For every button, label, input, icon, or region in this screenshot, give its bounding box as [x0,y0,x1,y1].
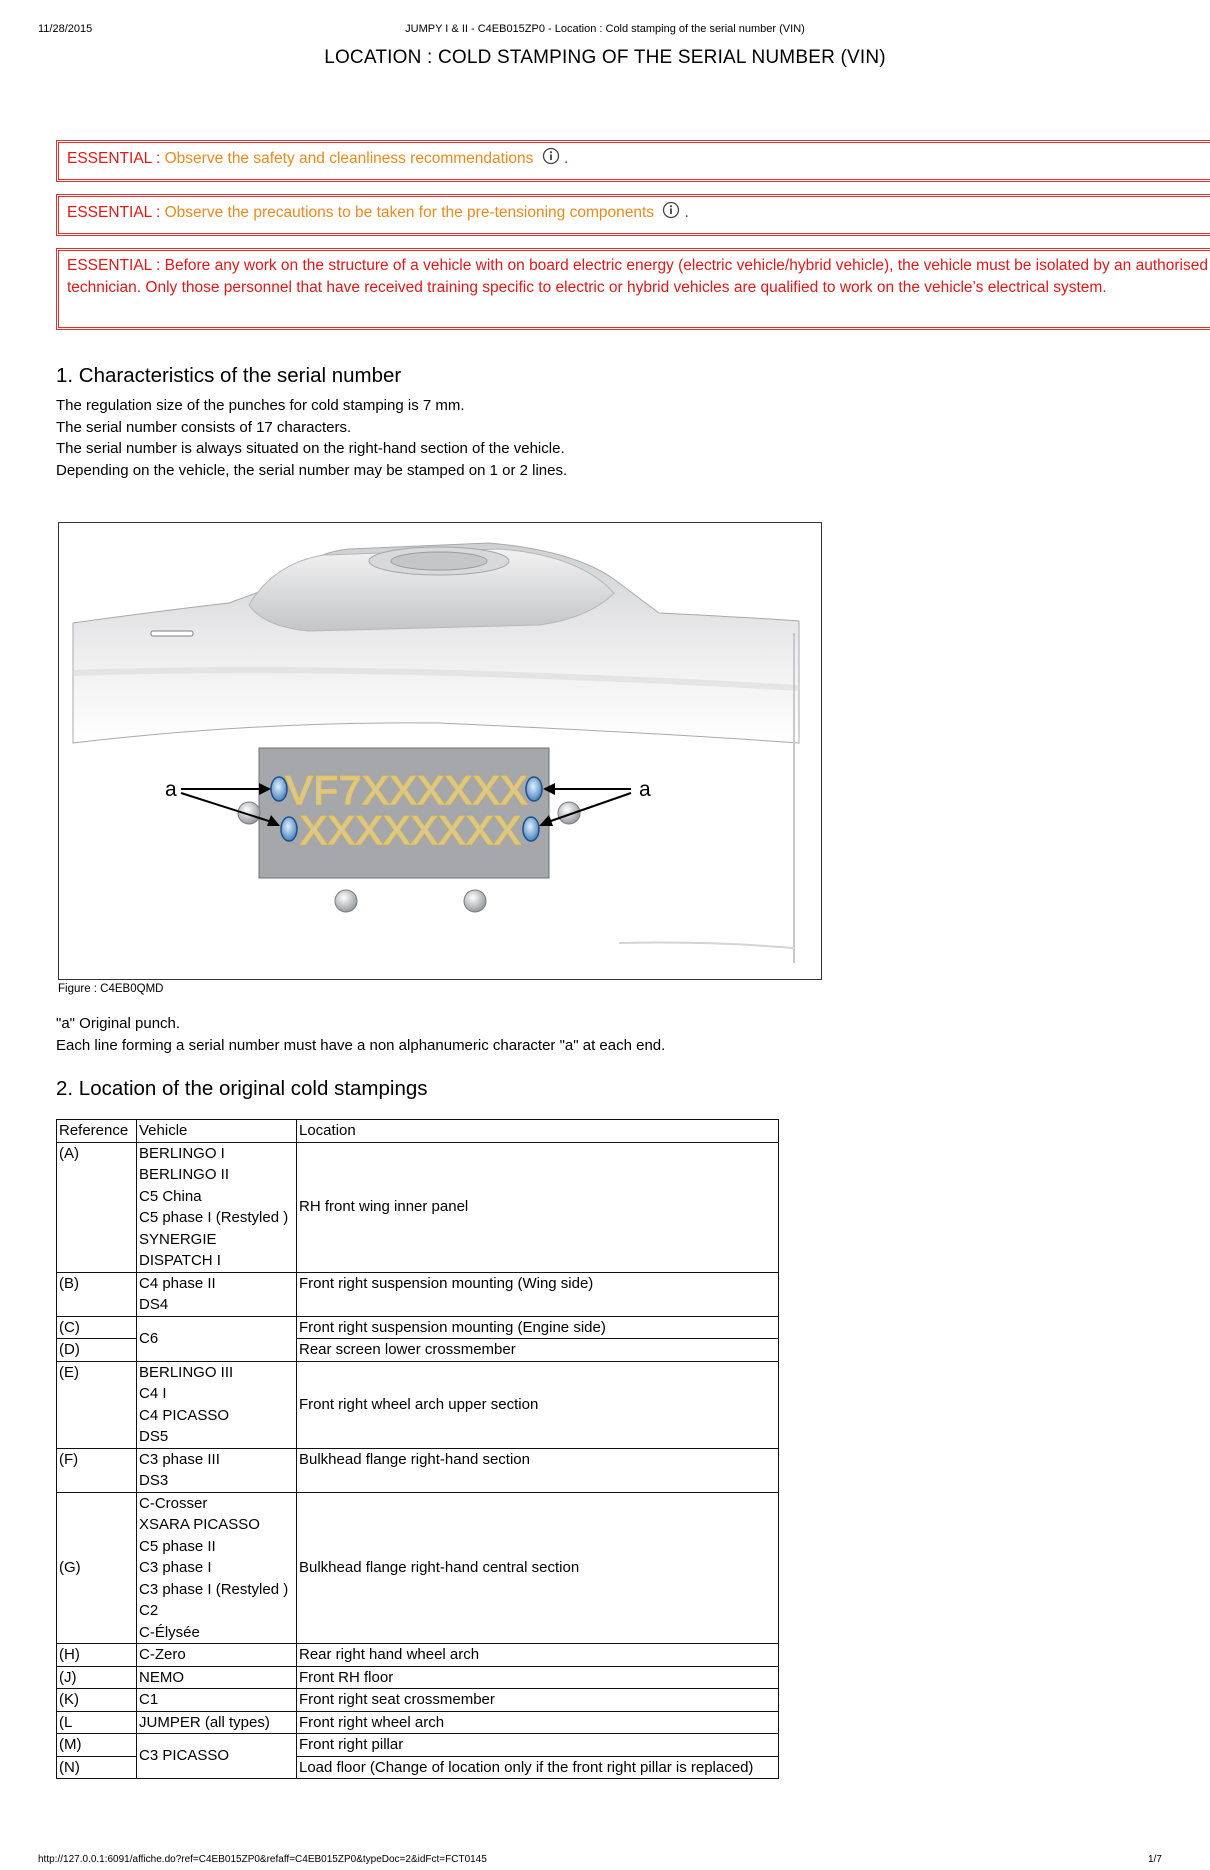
vehicle-cell: C-Zero [137,1644,297,1667]
vehicle-cell: BERLINGO I BERLINGO II C5 China C5 phase I (Restyled ) SYNERGIE DISPATCH I [137,1142,297,1272]
vin-line-2: XXXXXXXX [300,809,522,853]
original-punch-mark [271,777,287,801]
ref-cell: (F) [57,1448,137,1492]
characteristic-line: The serial number is always situated on the right-hand section of the vehicle. [56,440,565,457]
section-1-heading: 1. Characteristics of the serial number [56,364,402,387]
characteristic-line: The regulation size of the punches for cold stamping is 7 mm. [56,397,465,414]
column-header: Location [297,1120,779,1143]
ref-cell: (K) [57,1689,137,1712]
info-icon[interactable] [542,147,560,172]
original-punch-mark [523,817,539,841]
info-icon[interactable] [662,201,680,226]
characteristic-line: Depending on the vehicle, the serial number may be stamped on 1 or 2 lines. [56,461,568,479]
location-table [56,1119,779,1779]
location-cell: Front right wheel arch upper section [297,1361,779,1448]
ref-cell: (M) [57,1734,137,1757]
original-punch-mark [526,777,542,801]
location-cell: Rear screen lower crossmember [297,1339,779,1362]
essential-prefix: ESSENTIAL : [67,150,165,167]
vin-line-1: VF7XXXXXX [285,769,529,813]
essential-prefix: ESSENTIAL : [67,204,165,221]
label-a-right: a [639,778,651,801]
table-row [57,1492,779,1644]
table-row [57,1644,779,1667]
table-row [57,1272,779,1316]
print-date: 11/28/2015 [38,23,93,35]
note-line: Each line forming a serial number must have a non alphanumeric character "a" at each end. [56,1036,666,1054]
figure-caption: Figure : C4EB0QMD [58,983,164,995]
ref-cell: (J) [57,1666,137,1689]
table-row [57,1448,779,1492]
arrow-right-bottom [545,793,631,823]
location-cell: Bulkhead flange right-hand central section [297,1492,779,1644]
essential-warning-safety [56,140,1210,182]
location-cell: Front right suspension mounting (Engine side) [297,1316,779,1339]
table-row [57,1689,779,1712]
ref-cell: (E) [57,1361,137,1448]
warning-suffix: . [680,204,689,221]
location-cell: Front right suspension mounting (Wing side) [297,1272,779,1316]
vehicle-cell: C1 [137,1689,297,1712]
location-cell: Rear right hand wheel arch [297,1644,779,1667]
note-line: "a" Original punch. [56,1015,181,1032]
column-header: Reference [57,1120,137,1143]
ref-cell: (A) [57,1142,137,1272]
ref-cell: (C) [57,1316,137,1339]
vehicle-cell: NEMO [137,1666,297,1689]
table-row [57,1711,779,1734]
vin-stamping-illustration [59,523,821,979]
table-row [57,1734,779,1757]
essential-warning-pretensioning [56,194,1210,236]
vehicle-cell: C6 [137,1316,297,1361]
location-cell: Bulkhead flange right-hand section [297,1448,779,1492]
characteristic-line: The serial number consists of 17 characters. [56,418,352,436]
safety-recommendations-link[interactable]: Observe the safety and cleanliness recommendations [164,150,534,167]
vehicle-cell: BERLINGO III C4 I C4 PICASSO DS5 [137,1361,297,1448]
table-row [57,1666,779,1689]
vehicle-cell: C3 phase III DS3 [137,1448,297,1492]
location-cell: Front right seat crossmember [297,1689,779,1712]
table-row [57,1361,779,1448]
vehicle-cell: C3 PICASSO [137,1734,297,1779]
ref-cell: (N) [57,1756,137,1779]
table-row [57,1316,779,1339]
footer-url: http://127.0.0.1:6091/affiche.do?ref=C4EB015ZP0&refaff=C4EB015ZP0&typeDoc=2&idFct=FCT0145 [38,1854,487,1865]
figure-notes [56,1013,665,1056]
location-cell: Front right pillar [297,1734,779,1757]
essential-warning-electric [56,248,1210,330]
ref-cell: (H) [57,1644,137,1667]
location-cell: Front RH floor [297,1666,779,1689]
document-header-title: JUMPY I & II - C4EB015ZP0 - Location : Cold stamping of the serial number (VIN) [405,23,805,35]
ref-cell: (D) [57,1339,137,1362]
ref-cell: (G) [57,1492,137,1644]
page-title: LOCATION : COLD STAMPING OF THE SERIAL NUMBER (VIN) [324,47,886,68]
warning-suffix: . [559,150,569,167]
table-header-row [57,1120,779,1143]
location-cell: RH front wing inner panel [297,1142,779,1272]
vehicle-cell: C-Crosser XSARA PICASSO C5 phase II C3 phase I C3 phase I (Restyled ) C2 C-Élysée [137,1492,297,1644]
location-cell: Load floor (Change of location only if the front right pillar is replaced) [297,1756,779,1779]
vehicle-cell: C4 phase II DS4 [137,1272,297,1316]
label-a-left: a [165,778,177,801]
ref-cell: (L [57,1711,137,1734]
footer-page-number: 1/7 [1148,1854,1162,1865]
vehicle-cell: JUMPER (all types) [137,1711,297,1734]
ref-cell: (B) [57,1272,137,1316]
location-cell: Front right wheel arch [297,1711,779,1734]
electric-warning-text: ESSENTIAL : Before any work on the structure of a vehicle with on board electric energy (electric vehicle/hybrid vehicle), the vehicle must be isolated by an authorised technician. Only those personnel that have received training specific to electric or hybrid vehicles are qualified to work on the vehicle’s electrical system. [67,257,1208,296]
pretensioning-precautions-link[interactable]: Observe the precautions to be taken for the pre-tensioning components [164,204,655,221]
vin-stamping-figure [58,522,822,980]
section-2-heading: 2. Location of the original cold stampings [56,1077,428,1100]
table-row [57,1142,779,1272]
characteristics-list [56,395,567,481]
column-header: Vehicle [137,1120,297,1143]
original-punch-mark [281,817,297,841]
